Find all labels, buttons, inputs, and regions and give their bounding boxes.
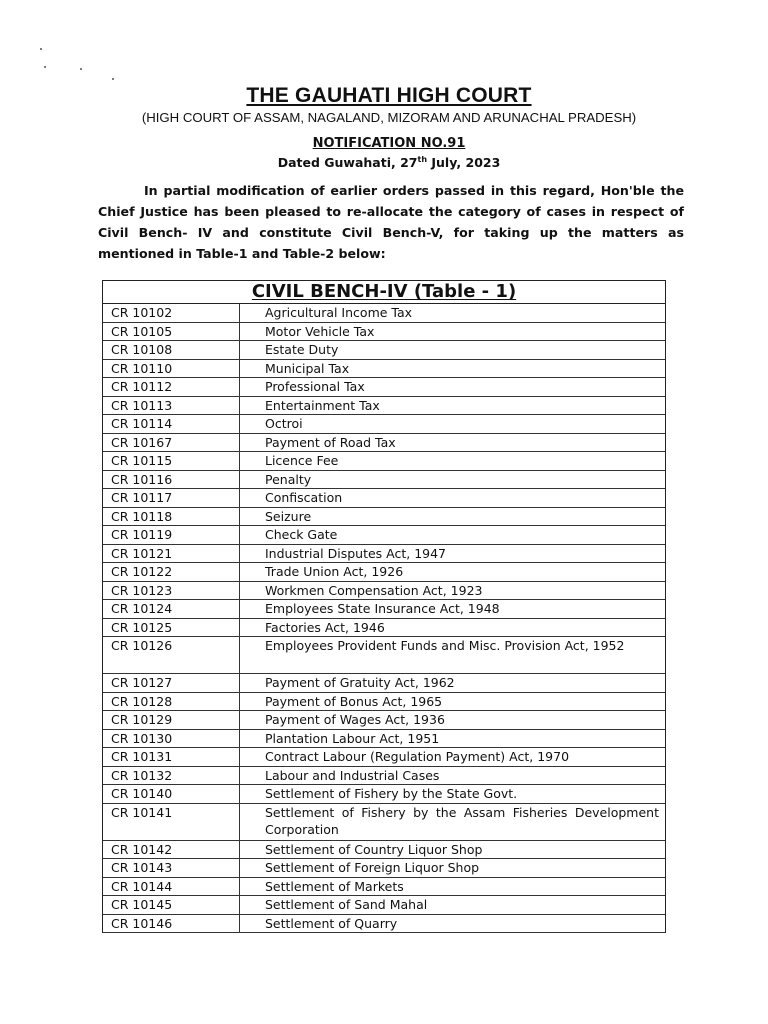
case-code: CR 10110 xyxy=(103,360,240,378)
case-category-table xyxy=(102,280,666,933)
table-row xyxy=(103,434,665,453)
case-category: Settlement of Sand Mahal xyxy=(265,897,428,912)
table-row xyxy=(103,415,665,434)
case-category: Confiscation xyxy=(265,490,343,505)
case-category: Contract Labour (Regulation Payment) Act, 1970 xyxy=(265,749,570,764)
table-row xyxy=(103,878,665,897)
table-row xyxy=(103,637,665,674)
table-row xyxy=(103,841,665,860)
case-code: CR 10105 xyxy=(103,323,240,341)
table-row xyxy=(103,730,665,749)
case-code: CR 10132 xyxy=(103,767,240,785)
case-code: CR 10124 xyxy=(103,600,240,618)
table-row xyxy=(103,563,665,582)
case-code: CR 10146 xyxy=(103,915,240,933)
table-row xyxy=(103,600,665,619)
case-category: Seizure xyxy=(265,508,312,524)
body-paragraph: In partial modification of earlier orders passed in this regard, Hon'ble the Chief Justice has been pleased to re-allocate the category of cases in respect of Civil Bench- IV and constitute Civil Bench-V, for taking up the matters as mentioned in Table-1 and Table-2 below: xyxy=(98,183,684,261)
table-row xyxy=(103,452,665,471)
table-row xyxy=(103,471,665,490)
table-row xyxy=(103,378,665,397)
case-category: Payment of Road Tax xyxy=(265,434,396,450)
case-category: Settlement of Fishery by the State Govt. xyxy=(265,786,518,801)
case-code: CR 10131 xyxy=(103,748,240,766)
table-row xyxy=(103,674,665,693)
table-title: CIVIL BENCH-IV (Table - 1) xyxy=(103,281,665,304)
case-code: CR 10115 xyxy=(103,452,240,470)
table-row xyxy=(103,748,665,767)
case-code: CR 10129 xyxy=(103,711,240,729)
case-code: CR 10145 xyxy=(103,896,240,914)
table-row xyxy=(103,619,665,638)
case-category: Factories Act, 1946 xyxy=(265,619,385,635)
case-code: CR 10167 xyxy=(103,434,240,452)
case-category: Check Gate xyxy=(265,527,338,542)
case-category: Octroi xyxy=(265,416,303,431)
case-code: CR 10130 xyxy=(103,730,240,748)
case-code: CR 10142 xyxy=(103,841,240,859)
case-category: Motor Vehicle Tax xyxy=(265,323,375,339)
case-code: CR 10123 xyxy=(103,582,240,600)
case-category: Settlement of Country Liquor Shop xyxy=(265,841,483,857)
case-code: CR 10128 xyxy=(103,693,240,711)
case-code: CR 10141 xyxy=(103,804,240,840)
table-body xyxy=(103,304,665,933)
case-category: Estate Duty xyxy=(265,342,339,357)
case-category: Plantation Labour Act, 1951 xyxy=(265,730,440,746)
table-row xyxy=(103,859,665,878)
court-subtitle: (HIGH COURT OF ASSAM, NAGALAND, MIZORAM AND ARUNACHAL PRADESH) xyxy=(141,110,637,125)
case-code: CR 10126 xyxy=(103,637,240,673)
table-row xyxy=(103,341,665,360)
table-row xyxy=(103,896,665,915)
case-code: CR 10114 xyxy=(103,415,240,433)
table-row xyxy=(103,526,665,545)
table-row xyxy=(103,304,665,323)
table-row xyxy=(103,323,665,342)
case-code: CR 10121 xyxy=(103,545,240,563)
case-category: Workmen Compensation Act, 1923 xyxy=(265,582,483,598)
case-category: Agricultural Income Tax xyxy=(265,305,413,320)
table-row xyxy=(103,489,665,508)
table-row xyxy=(103,508,665,527)
case-code: CR 10102 xyxy=(103,304,240,322)
case-category: Settlement of Fishery by the Assam Fisheries Development Corporation xyxy=(265,804,659,837)
table-row xyxy=(103,360,665,379)
court-name: THE GAUHATI HIGH COURT xyxy=(246,84,532,107)
case-code: CR 10118 xyxy=(103,508,240,526)
case-code: CR 10127 xyxy=(103,674,240,692)
case-code: CR 10116 xyxy=(103,471,240,489)
case-code: CR 10125 xyxy=(103,619,240,637)
table-row xyxy=(103,582,665,601)
table-row xyxy=(103,397,665,416)
case-category: Settlement of Foreign Liquor Shop xyxy=(265,860,480,875)
case-category: Payment of Bonus Act, 1965 xyxy=(265,693,443,709)
table-row xyxy=(103,785,665,804)
table-row xyxy=(103,693,665,712)
case-category: Trade Union Act, 1926 xyxy=(265,564,404,579)
case-code: CR 10119 xyxy=(103,526,240,544)
table-row xyxy=(103,915,665,934)
case-category: Employees State Insurance Act, 1948 xyxy=(265,601,500,616)
case-code: CR 10143 xyxy=(103,859,240,877)
case-category: Payment of Gratuity Act, 1962 xyxy=(265,675,455,690)
case-category: Employees Provident Funds and Misc. Provision Act, 1952 xyxy=(265,638,625,653)
case-code: CR 10108 xyxy=(103,341,240,359)
case-code: CR 10113 xyxy=(103,397,240,415)
case-category: Entertainment Tax xyxy=(265,397,380,413)
case-category: Settlement of Markets xyxy=(265,878,404,894)
table-row xyxy=(103,767,665,786)
case-code: CR 10140 xyxy=(103,785,240,803)
case-category: Municipal Tax xyxy=(265,360,350,376)
case-category: Penalty xyxy=(265,471,312,487)
case-code: CR 10122 xyxy=(103,563,240,581)
case-category: Industrial Disputes Act, 1947 xyxy=(265,545,447,561)
case-category: Settlement of Quarry xyxy=(265,915,398,931)
case-category: Payment of Wages Act, 1936 xyxy=(265,712,445,727)
case-category: Professional Tax xyxy=(265,379,365,394)
table-row xyxy=(103,711,665,730)
case-code: CR 10117 xyxy=(103,489,240,507)
notification-number: NOTIFICATION NO.91 xyxy=(312,136,466,151)
table-row xyxy=(103,804,665,841)
notification-date: Dated Guwahati, 27th July, 2023 xyxy=(277,155,501,171)
table-row xyxy=(103,545,665,564)
case-code: CR 10144 xyxy=(103,878,240,896)
case-category: Labour and Industrial Cases xyxy=(265,767,440,783)
case-code: CR 10112 xyxy=(103,378,240,396)
case-category: Licence Fee xyxy=(265,453,339,468)
